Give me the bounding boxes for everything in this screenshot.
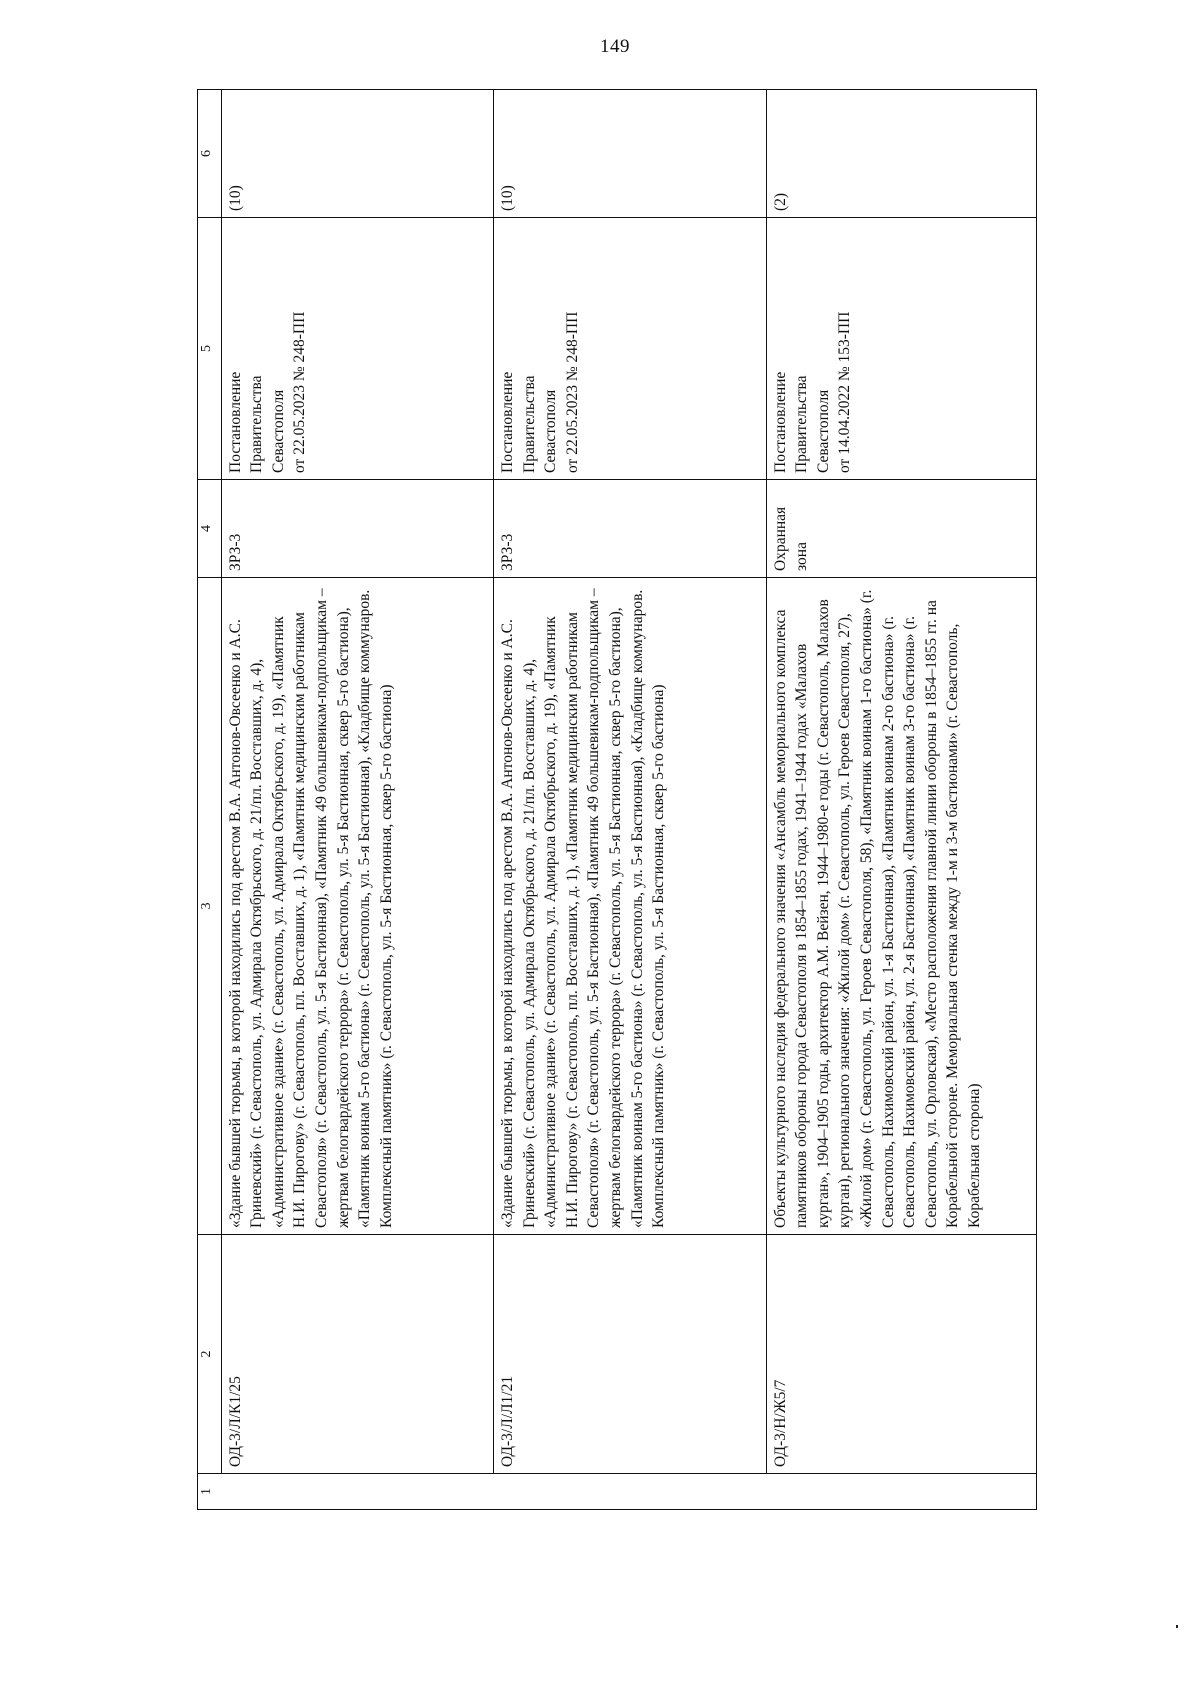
rotated-table-container <box>197 90 1037 1510</box>
object-description-cell: Объекты культурного наследия федерального значения «Ансамбль мемориального комплекса памятников обороны города Севастополя в 1854–1855 годах, 1941–1944 годах «Малахов курган», 1904–1905 годы, архитектор А.М. Вейзен, 1944–1980-е годы (г. Севастополь, Малахов курган), регионального значения: «Жилой дом» (г. Севастополь, ул. Героев Севастополя, 27), «Жилой дом» (г. Севастополь, ул. Героев Севастополя, 58), «Памятник воинам 1-го бастиона» (г. Севастополь, Нахимовский район, ул. 1-я Бастионная), «Памятник воинам 2-го бастиона» (г. Севастополь, Нахимовский район, ул. 2-я Бастионная), «Памятник воинам 3-го бастиона» (г. Севастополь, ул. Орловская), «Место расположения главной линии обороны в 1854–1855 гг. на Корабельной стороне. Мемориальная стенка между 1-м и 3-м бастионами» (г. Севастополь, Корабельная сторона) <box>766 578 1036 1235</box>
legal-act-cell: Постановление Правительства Севастополя от 14.04.2022 № 153-ПП <box>766 218 1036 480</box>
scan-speck <box>1176 1625 1178 1628</box>
note-cell: (10) <box>221 90 493 218</box>
heritage-zones-table <box>197 89 1037 1510</box>
header-col-1: 1 <box>198 1474 222 1510</box>
zone-code-cell: ОД-3/Л/К1/25 <box>221 1235 493 1474</box>
header-col-3: 3 <box>198 578 222 1235</box>
table-row <box>221 90 493 1510</box>
note-cell: (2) <box>766 90 1036 218</box>
zone-code-cell: ОД-3/Л/Л1/21 <box>494 1235 766 1474</box>
zone-type-cell: Охранная зона <box>766 480 1036 578</box>
row-number-cell <box>221 1474 493 1510</box>
object-description-cell: «Здание бывшей тюрьмы, в которой находились под арестом В.А. Антонов-Овсеенко и А.С. Гриневский» (г. Севастополь, ул. Адмирала Октябрьского, д. 21/пл. Восставших, д. 4), «Административное здание» (г. Севастополь, ул. Адмирала Октябрьского, д. 19), «Памятник Н.И. Пирогову» (г. Севастополь, пл. Восставших, д. 1), «Памятник медицинским работникам Севастополя» (г. Севастополь, ул. 5-я Бастионная), «Памятник 49 большевикам-подпольщикам – жертвам белогвардейского террора» (г. Севастополь, ул. 5-я Бастионная, сквер 5-го бастиона), «Памятник воинам 5-го бастиона» (г. Севастополь, ул. 5-я Бастионная), «Кладбище коммунаров. Комплексный памятник» (г. Севастополь, ул. 5-я Бастионная, сквер 5-го бастиона) <box>494 578 766 1235</box>
zone-code-cell: ОД-3/Н/Ж5/7 <box>766 1235 1036 1474</box>
header-col-4: 4 <box>198 480 222 578</box>
row-number-cell <box>494 1474 766 1510</box>
header-col-2: 2 <box>198 1235 222 1474</box>
legal-act-cell: Постановление Правительства Севастополя от 22.05.2023 № 248-ПП <box>221 218 493 480</box>
header-col-6: 6 <box>198 90 222 218</box>
legal-act-cell: Постановление Правительства Севастополя от 22.05.2023 № 248-ПП <box>494 218 766 480</box>
table-header-row <box>198 90 222 1510</box>
table-row <box>766 90 1036 1510</box>
zone-type-cell: ЗРЗ-3 <box>221 480 493 578</box>
page-number: 149 <box>600 36 630 57</box>
note-cell: (10) <box>494 90 766 218</box>
object-description-cell: «Здание бывшей тюрьмы, в которой находились под арестом В.А. Антонов-Овсеенко и А.С. Гриневский» (г. Севастополь, ул. Адмирала Октябрьского, д. 21/пл. Восставших, д. 4), «Административное здание» (г. Севастополь, ул. Адмирала Октябрьского, д. 19), «Памятник Н.И. Пирогову» (г. Севастополь, пл. Восставших, д. 1), «Памятник медицинским работникам Севастополя» (г. Севастополь, ул. 5-я Бастионная), «Памятник 49 большевикам-подпольщикам – жертвам белогвардейского террора» (г. Севастополь, ул. 5-я Бастионная, сквер 5-го бастиона), «Памятник воинам 5-го бастиона» (г. Севастополь, ул. 5-я Бастионная), «Кладбище коммунаров. Комплексный памятник» (г. Севастополь, ул. 5-я Бастионная, сквер 5-го бастиона) <box>221 578 493 1235</box>
header-col-5: 5 <box>198 218 222 480</box>
table-row <box>494 90 766 1510</box>
row-number-cell <box>766 1474 1036 1510</box>
zone-type-cell: ЗРЗ-3 <box>494 480 766 578</box>
